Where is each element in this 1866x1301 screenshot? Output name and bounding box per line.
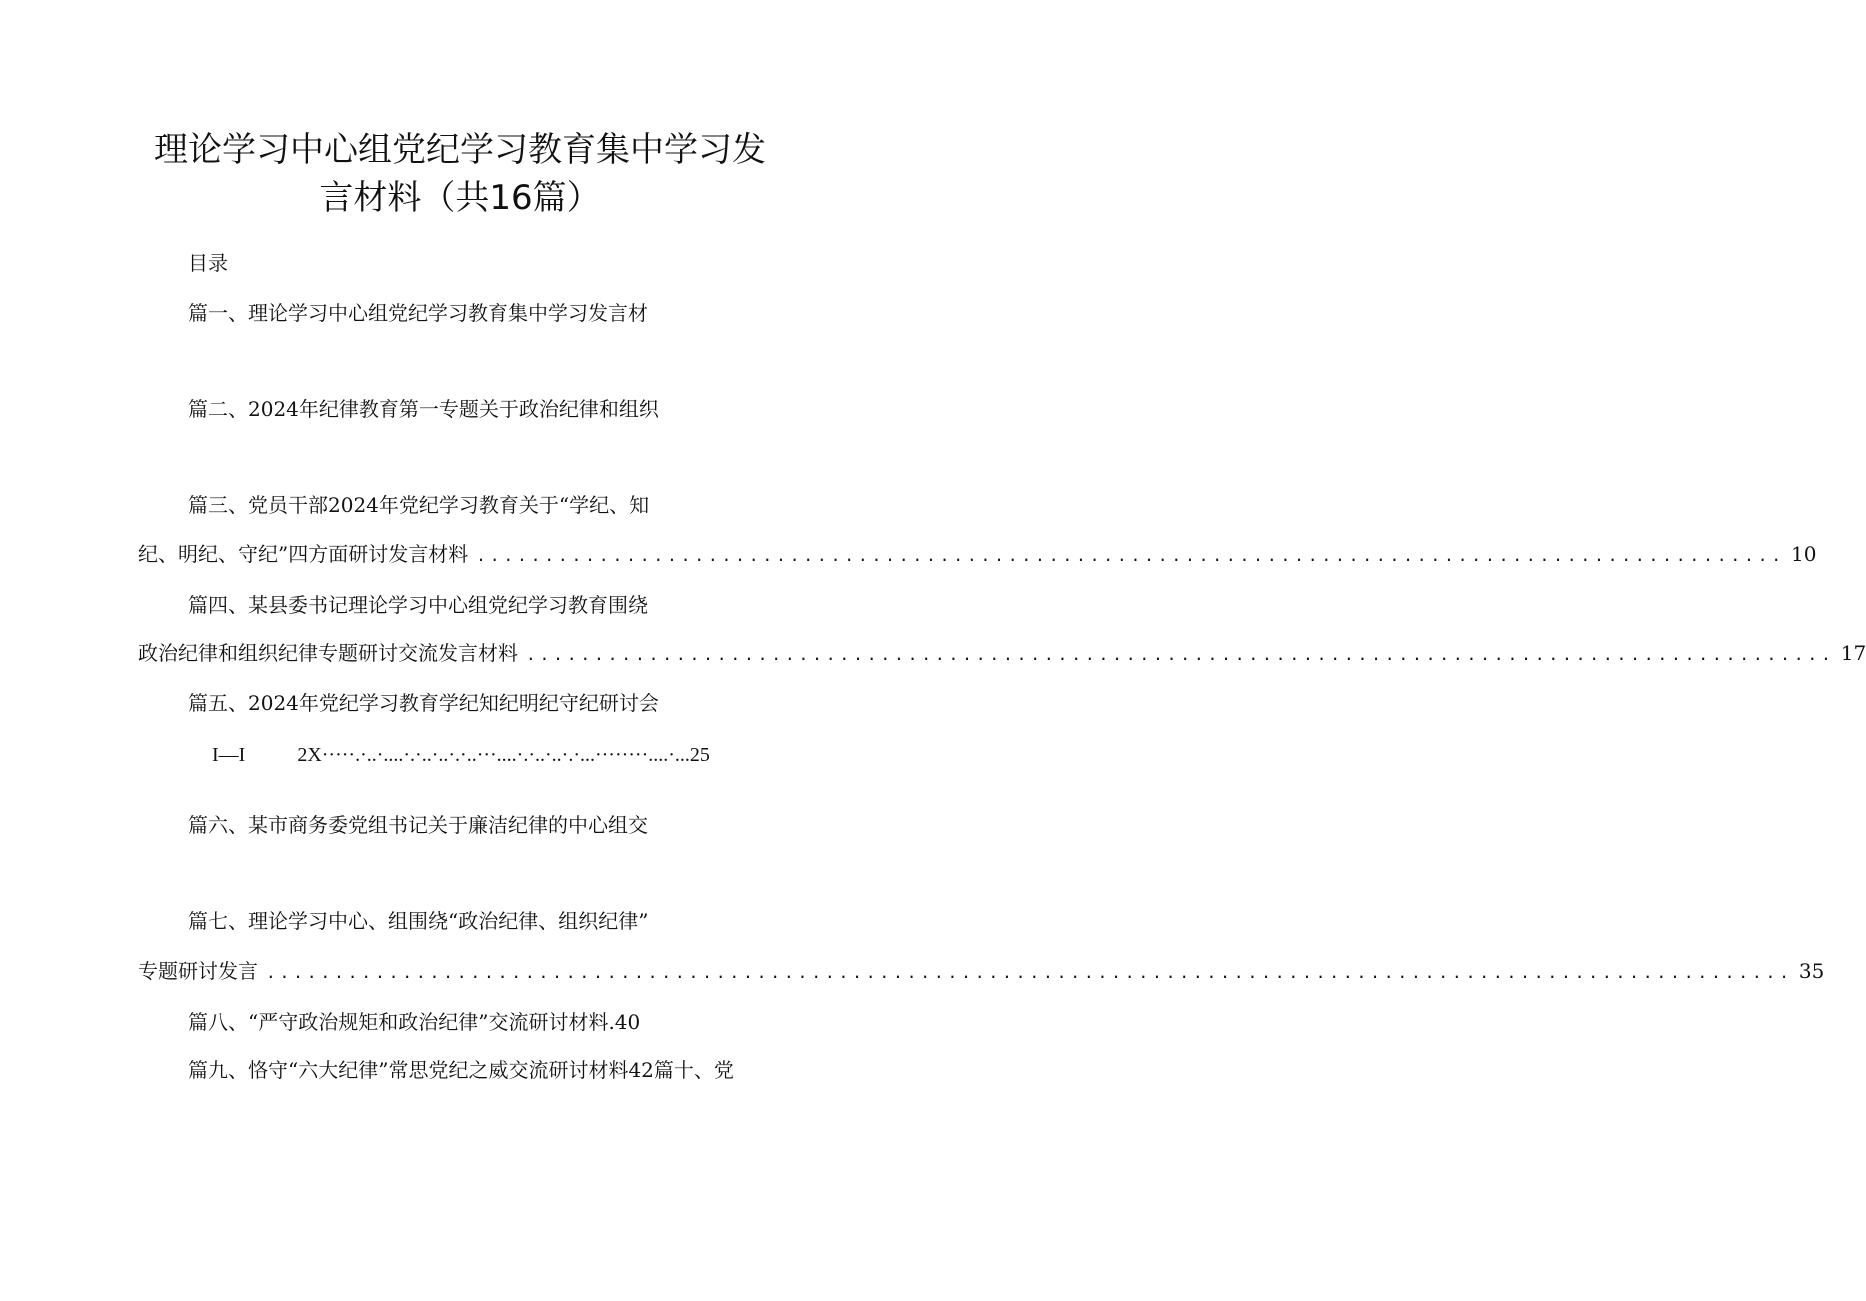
- toc-entry-2[interactable]: 篇二、2024年纪律教育第一专题关于政治纪律和组织: [188, 397, 659, 421]
- toc-heading: 目录: [188, 251, 228, 275]
- toc-leader-dots: ................................................................................................: [476, 546, 1785, 565]
- toc-entry-garbled-leader: 2X·····.·..·....·.·..·..·.·..···....·.·..·..·.·...········....·...25: [297, 744, 710, 766]
- toc-entry-text: 专题研讨发言: [138, 959, 258, 983]
- toc-entry-6[interactable]: 篇六、某市商务委党组书记关于廉洁纪律的中心组交: [188, 813, 648, 837]
- toc-entry-9[interactable]: 篇九、恪守“六大纪律”常思党纪之威交流研讨材料42篇十、党: [188, 1058, 734, 1082]
- toc-entry-5-line-1[interactable]: 篇五、2024年党纪学习教育学纪知纪明纪守纪研讨会: [188, 691, 659, 715]
- toc-entry-text: 政治纪律和组织纪律专题研讨交流发言材料: [138, 641, 518, 665]
- toc-entry-7-line-2[interactable]: [138, 958, 1825, 986]
- toc-page-number: 10: [1790, 542, 1817, 566]
- document-title-line-2: 言材料（共16篇）: [319, 178, 601, 218]
- toc-entry-4-line-1[interactable]: 篇四、某县委书记理论学习中心组党纪学习教育围绕: [188, 593, 648, 617]
- toc-entry-5-line-2[interactable]: [212, 744, 710, 767]
- toc-entry-3-line-2[interactable]: [138, 541, 1817, 569]
- toc-entry-8[interactable]: 篇八、“严守政治规矩和政治纪律”交流研讨材料.40: [188, 1010, 641, 1034]
- toc-entry-7-line-1[interactable]: 篇七、理论学习中心、组围绕“政治纪律、组织纪律”: [188, 909, 649, 933]
- toc-entry-4-line-2[interactable]: [138, 640, 1866, 668]
- toc-entry-text: 纪、明纪、守纪”四方面研讨发言材料: [138, 542, 469, 566]
- toc-entry-garbled-prefix: I—I: [212, 744, 246, 766]
- toc-entry-1[interactable]: 篇一、理论学习中心组党纪学习教育集中学习发言材: [188, 301, 648, 325]
- toc-entry-3-line-1[interactable]: 篇三、党员干部2024年党纪学习教育关于“学纪、知: [188, 493, 650, 517]
- toc-leader-dots: ................................................................................................................: [266, 963, 1793, 982]
- toc-leader-dots: ................................................................................................: [526, 645, 1835, 664]
- toc-page-number: 35: [1798, 959, 1825, 983]
- toc-page-number: 17: [1840, 641, 1866, 665]
- document-title-line-1: 理论学习中心组党纪学习教育集中学习发: [154, 130, 766, 170]
